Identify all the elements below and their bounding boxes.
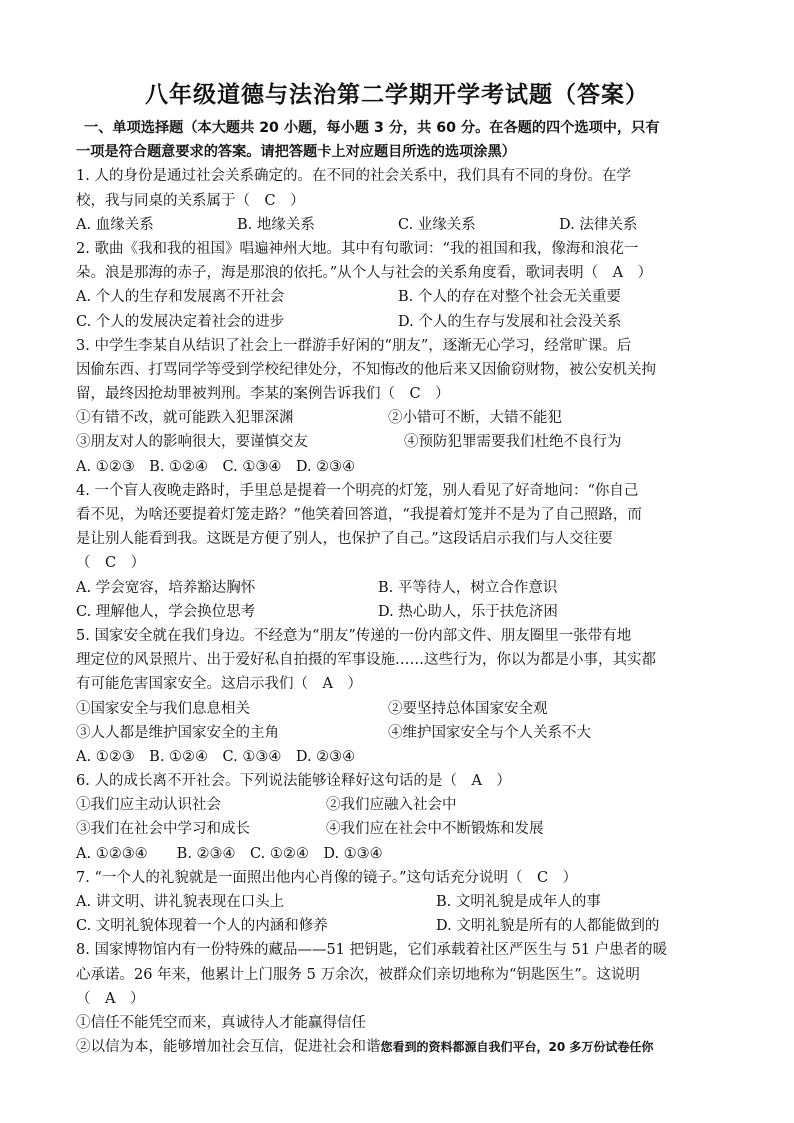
statement: ①国家安全与我们息息相关 [76, 700, 250, 717]
statement-row [76, 721, 720, 745]
question-stem: 留，最终因抢劫罪被判刑。李某的案例告诉我们（ C ） [76, 386, 450, 403]
option: A. 个人的生存和发展离不开社会 [76, 289, 285, 306]
question-stem: 朵。浪是那海的赤子，海是那浪的依托。”从个人与社会的关系角度看，歌词表明（ A ） [76, 265, 653, 282]
option-row [76, 914, 720, 938]
statement: ②要坚持总体国家安全观 [388, 700, 548, 717]
answer-choices: A. ①②③ B. ①②④ C. ①③④ D. ②③④ [76, 458, 356, 475]
option: B. 文明礼貌是成年人的事 [436, 894, 601, 910]
question-stem: 8. 国家博物馆内有一份特殊的藏品——51 把钥匙，它们承载着社区严医生与 51 户患者的暖 [76, 942, 668, 959]
option-row [76, 890, 720, 914]
question-stem: 3. 中学生李某自从结识了社会上一群游手好闲的“朋友”，逐渐无心学习，经常旷课。后 [76, 337, 632, 354]
statement-row [76, 697, 720, 721]
option-row [76, 285, 720, 309]
statement: ②我们应融入社会中 [326, 797, 457, 814]
option: C. 业缘关系 [398, 216, 476, 233]
option: A. 血缘关系 [76, 216, 154, 233]
question-stem: 1. 人的身份是通过社会关系确定的。在不同的社会关系中，我们具有不同的身份。在学 [76, 168, 631, 185]
option-row [76, 576, 720, 600]
option: B. 平等待人，树立合作意识 [378, 579, 558, 596]
question-stem: （ C ） [76, 555, 146, 572]
option-row [76, 213, 720, 237]
option: D. 文明礼貌是所有的人都能做到的 [436, 918, 660, 935]
option: D. 个人的生存与发展和社会没关系 [398, 313, 622, 330]
option: C. 理解他人，学会换位思考 [76, 603, 256, 620]
statement: ④预防犯罪需要我们杜绝不良行为 [404, 434, 622, 451]
question-stem: 2. 歌曲《我和我的祖国》唱遍神州大地。其中有句歌词：“我的祖国和我，像海和浪花一 [76, 240, 639, 257]
option: A. 学会宽容，培养豁达胸怀 [76, 579, 256, 596]
question-stem: 心承诺。26 年来，他累计上门服务 5 万余次，被群众们亲切地称为“钥匙医生”。这说明 [76, 966, 640, 983]
exam-title: 八年级道德与法治第二学期开学考试题（答案） [145, 82, 649, 108]
statement: ②以信为本，能够增加社会互信，促进社会和谐 [76, 1039, 381, 1056]
answer-choices: A. ①②③ B. ①②④ C. ①③④ D. ②③④ [76, 748, 356, 765]
option: B. 个人的存在对整个社会无关重要 [398, 289, 621, 306]
watermark-text: 您看到的资料都源自我们平台，20 多万份试卷任你 [380, 1040, 654, 1055]
statement: ①有错不改，就可能跌入犯罪深渊 [76, 410, 294, 427]
statement-row [76, 817, 720, 841]
statement: ②小错可不断，大错不能犯 [388, 410, 562, 427]
option: A. 讲文明、讲礼貌表现在口头上 [76, 894, 285, 910]
question-stem: （ A ） [76, 990, 145, 1007]
answer-choices: A. ①②③④ B. ②③④ C. ①②④ D. ①③④ [76, 845, 383, 862]
statement-with-watermark [76, 1035, 720, 1059]
statement: ④我们应在社会中不断锻炼和发展 [326, 821, 544, 838]
option: B. 地缘关系 [237, 216, 315, 233]
option: D. 法律关系 [559, 216, 638, 233]
statement-row [76, 430, 720, 454]
option: D. 热心助人，乐于扶危济困 [378, 603, 558, 620]
option: C. 文明礼貌体现着一个人的内涵和修养 [76, 918, 328, 935]
statement-row [76, 793, 720, 817]
question-stem: 5. 国家安全就在我们身边。不经意为“朋友”传递的一份内部文件、朋友圈里一张带有地 [76, 627, 632, 644]
option-row [76, 600, 720, 624]
statement-row [76, 406, 720, 430]
question-stem: 是让别人能看到我。这既是方便了别人，也保护了自己。”这段话启示我们与人交往要 [76, 531, 613, 548]
option-row [76, 310, 720, 334]
statement: ④维护国家安全与个人关系不大 [388, 724, 591, 741]
question-stem: 校，我与同桌的关系属于（ C ） [76, 192, 305, 209]
statement: ①信任不能凭空而来，真诚待人才能赢得信任 [76, 1014, 366, 1031]
statement: ③朋友对人的影响很大，要谨慎交友 [76, 434, 308, 451]
question-stem: 有可能危害国家安全。这启示我们（ A ） [76, 676, 362, 693]
question-stem: 6. 人的成长离不开社会。下列说法能够诠释好这句话的是（ A ） [76, 773, 511, 790]
statement: ①我们应主动认识社会 [76, 797, 221, 814]
question-stem: 因偷东西、打骂同学等受到学校纪律处分，不知悔改的他后来又因偷窃财物，被公安机关拘 [76, 361, 656, 378]
statement: ③我们在社会中学习和成长 [76, 821, 250, 838]
option: C. 个人的发展决定着社会的进步 [76, 313, 285, 330]
section-header-line: 一项是符合题意要求的答案。请把答题卡上对应题目所选的选项涂黑） [76, 144, 516, 161]
section-header-line: 一、单项选择题（本大题共 20 小题，每小题 3 分，共 60 分。在各题的四个选项中，只有 [84, 120, 660, 136]
question-stem: 看不见，为啥还要提着灯笼走路？”他笑着回答道，“我提着灯笼并不是为了自己照路，而 [76, 507, 642, 523]
exam-body [76, 116, 720, 1059]
question-stem: 理定位的风景照片、出于爱好私自拍摄的军事设施……这些行为，你以为都是小事，其实都 [76, 652, 656, 669]
question-stem: 4. 一个盲人夜晚走路时，手里总是提着一个明亮的灯笼，别人看见了好奇地问：“你自己 [76, 482, 639, 499]
statement: ③人人都是维护国家安全的主角 [76, 724, 279, 741]
question-stem: 7. “一个人的礼貌就是一面照出他内心肖像的镜子。”这句话充分说明（ C ） [76, 869, 578, 886]
